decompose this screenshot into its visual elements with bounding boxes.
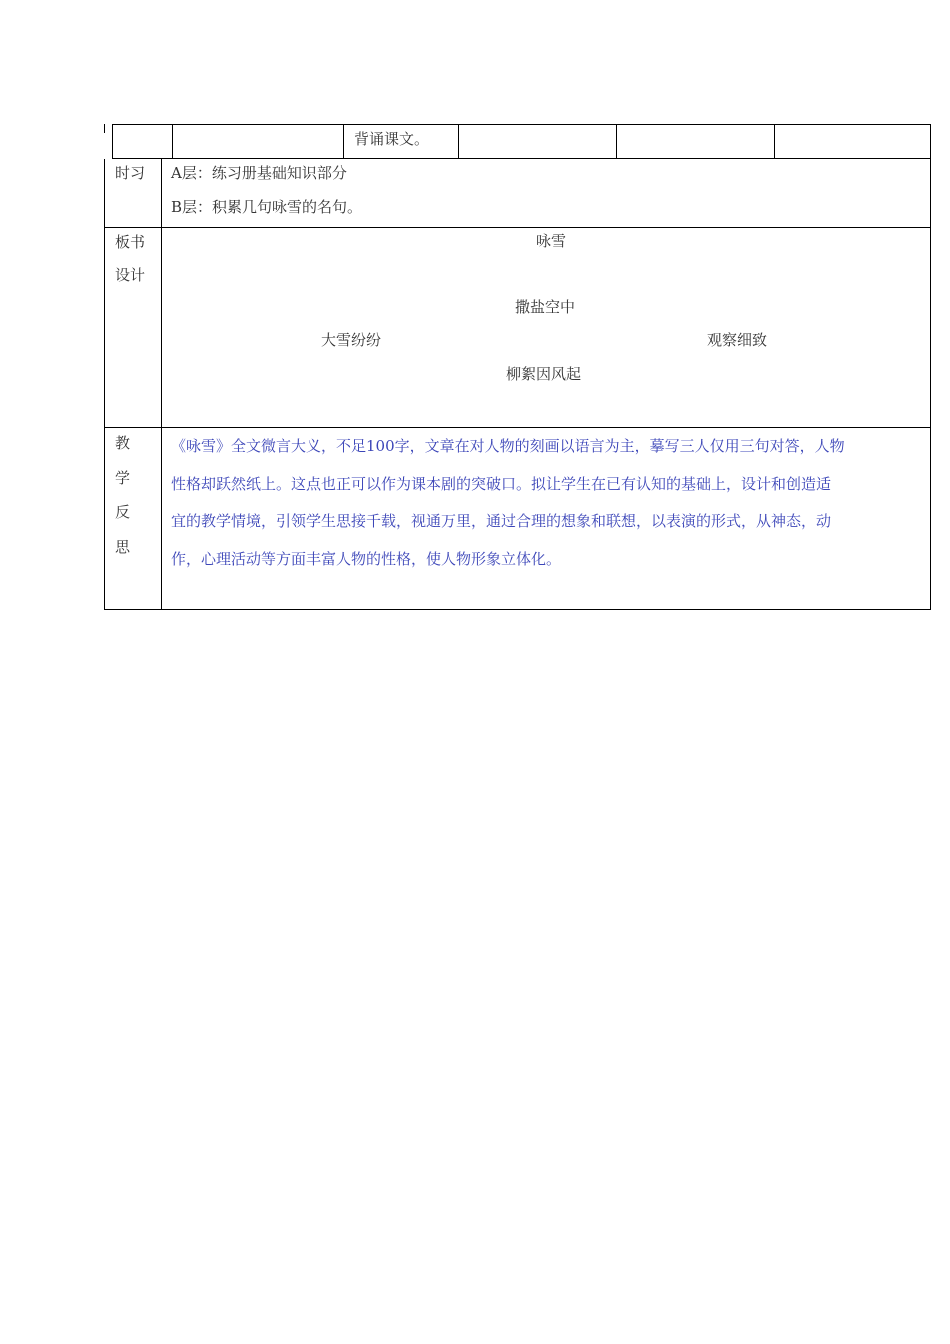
table-cell-empty <box>172 125 343 158</box>
table-top-row <box>112 124 931 159</box>
reflection-content-cell <box>162 428 930 610</box>
reflection-label-char: 学 <box>115 469 131 487</box>
reflection-label-cell <box>105 428 162 610</box>
homework-label-cell <box>105 159 162 227</box>
homework-content-cell <box>162 159 930 227</box>
reflection-label-char: 教 <box>115 434 131 452</box>
board-left: 大雪纷纷 <box>321 331 382 349</box>
homework-line-b: B层：积累几句咏雪的名句。 <box>171 198 363 216</box>
table-cell-empty <box>616 125 774 158</box>
recite-text: 背诵课文。 <box>354 130 430 148</box>
table-cell-empty <box>774 125 932 158</box>
reflection-line: 宜的教学情境，引领学生思接千载，视通万里，通过合理的想象和联想，以表演的形式，从神态，动 <box>171 512 832 530</box>
reflection-text <box>171 428 931 578</box>
reflection-line: 《咏雪》全文微言大义，不足100字，文章在对人物的刻画以语言为主，摹写三人仅用三句对答，人物 <box>171 437 845 455</box>
board-design-row <box>105 228 930 428</box>
reflection-label-char: 反 <box>115 503 131 521</box>
table-cell-recite <box>343 125 458 158</box>
homework-row <box>105 159 930 228</box>
reflection-line: 性格却跃然纸上。这点也正可以作为课本剧的突破口。拟让学生在已有认知的基础上，设计和创造适 <box>171 474 832 493</box>
board-content-cell <box>162 228 930 427</box>
reflection-label-char: 思 <box>115 538 131 556</box>
board-title: 咏雪 <box>536 232 567 250</box>
board-right: 观察细致 <box>707 331 768 349</box>
board-label-line2: 设计 <box>115 266 146 284</box>
board-label-line1: 板书 <box>115 233 146 251</box>
board-label-cell <box>105 228 162 427</box>
table-edge-mark <box>104 124 105 133</box>
board-bottom: 柳絮因风起 <box>506 365 582 383</box>
reflection-row <box>105 428 930 610</box>
reflection-line: 作，心理活动等方面丰富人物的性格，使人物形象立体化。 <box>171 549 562 568</box>
table-cell-empty <box>113 125 172 158</box>
lesson-table <box>104 159 931 610</box>
table-cell-empty <box>458 125 616 158</box>
homework-line-a: A层：练习册基础知识部分 <box>171 164 347 182</box>
board-center: 撒盐空中 <box>515 298 576 316</box>
homework-label: 时习 <box>115 164 146 182</box>
